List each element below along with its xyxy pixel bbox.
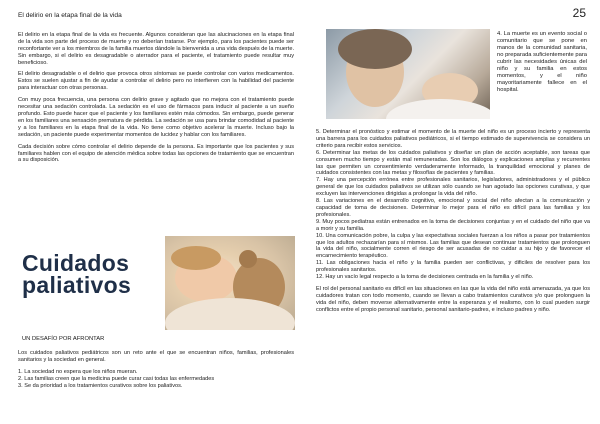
worried-parent-photo [326,29,490,119]
paragraph: Los cuidados paliativos pediátricos son un reto ante el que se encuentran niños, familias, profesionales sanitarios y la sociedad en general. [18,350,294,363]
list-item: 6. Determinar las metas de los cuidados paliativos y diseñar un plan de acción aceptable, son tareas que consumen mucho tiempo y están mal remuneradas. Son los diálogos y explicaciones amplias y recurrentes las que permiten un consentimiento verdaderamente informado, la tranquilidad emocional y planes de cuidados consistentes con las metas y filosofías de pacientes y familias. [316,149,590,177]
list-item: 11. Las obligaciones hacia el niño y la familia pueden ser conflictivas, y dificiles de resolver para los profesionales sanitarios. [316,260,590,274]
teddy-ear-shape [239,250,257,268]
banner-line: paliativos [22,272,132,298]
paragraph: Cada decisión sobre cómo controlar el delirio depende de la persona. Es importante que los pacientes y sus familiares hablen con el equipo de atención médica sobre todas las opciones de tratamiento que se encuentran a su disposición. [18,143,294,164]
list-item: 2. Las familias creen que la medicina puede curar casi todas las enfermedades [18,375,215,382]
hair-shape [171,246,221,270]
page-number: 25 [572,6,586,20]
list-item: 1. La sociedad no espera que los niños mueran. [18,368,138,375]
list-item: 10. Una comunicación pobre, la culpa y las expectativas sociales fuerzan a los niños a pasar por tratamientos que los adultos rechazarían para sí mismos. Las familias que desean continuar tratamientos que prolonguen la vida del niño, socialmente corren el riesgo de ser acusadas de no cuidar a su hijo y de favorecer el encarnecimiento terapéutico. [316,232,590,260]
left-column [18,13,294,169]
list-item: 12. Hay un vacío legal respecto a la toma de decisiones centrada en la familia y el niño. [316,274,534,281]
parent-hair-shape [338,29,412,69]
side-text [497,31,587,99]
list-item: 4. La muerte es un evento social o comunitario que se pone en manos de la comunidad sanitaria, no preparada suficientemente para cubrir las necesidades únicas del niño y su familia en estos momentos, y el niño mayoritariamente fallece en el hospital. [497,31,587,93]
paragraph: Con muy poca frecuencia, una persona con delirio grave y agitado que no mejora con el tratamiento puede necesitar una sedación controlada. La sedación es el uso de fármacos para inducir al paciente a un sueño profundo. Esto puede hacer que el paciente y los familiares estén más cómodos. Sin embargo, puede generar en los familiares una sensación prematura de pérdida. La sedación se usa para brindar comodidad al paciente y a los familiares en la etapa final de la vida. No tiene como objetivo acelerar la muerte. Incluso bajo la sedación, un paciente puede experimentar momentos de lucidez y hablar con los familiares. [18,97,294,138]
pillow-shape [386,99,490,119]
list-item: 3. Se da prioridad a los tratamientos curativos sobre los paliativos. [18,382,183,389]
right-column [316,129,590,319]
cuidados-paliativos-banner [22,252,152,296]
sleeping-child-photo [165,236,295,330]
banner-line: Cuidados [22,250,130,276]
list-item: 5. Determinar el pronóstico y estimar el momento de la muerte del niño es un proceso incierto y representa una barrera para los cuidados paliativos pediátricos, si el tiempo estimado de supervivencia se considera un criterio para recibir estos servicios. [316,129,590,149]
challenge-section [18,350,294,390]
paragraph: El delirio en la etapa final de la vida es frecuente. Algunos consideran que las alucinaciones en la etapa final de la vida son parte del proceso de muerte y no deberían tratarse. Por ejemplo, para los pacientes puede ser reconfortante ver a los miembros de la familia muertos dándole la bienvenida a una vida después de la muerte. Sin embargo, si el delirio es desagradable o aterrador para el paciente, el tratamiento puede resultar muy beneficioso. [18,31,294,66]
list-item: 8. Las variaciones en el desarrollo cognitivo, emocional y social del niño afectan a la comunicación y capacidad de toma de decisiones. Determinar lo mejor para el niño es difícil para las familias y los profesionales. [316,198,590,218]
paragraph: El rol del personal sanitario es difícil en las situaciones en las que la vida del niño está amenazada, ya que los cuidadores tratan con todo momento, cuando se llevan a cabo tratamientos curativos y/o que prolonguen la vida del niño, deben moverse alternativamente entre la esperanza y el realismo, con lo cual pueden surgir conflictos entre el propio personal sanitario, personal sanitario-padres, e incluso padres y niño. [316,285,590,313]
section-heading: UN DESAFÍO POR AFRONTAR [22,336,105,342]
list-item: 9. Muy pocos pediatras están entrenados en la toma de decisiones conjuntas y en el cuidado del niño que va a morir y su familia. [316,218,590,232]
list-item: 7. Hay una percepción errónea entre profesionales sanitarios, legisladores, administradores y el público general de que los cuidados paliativos se utilizan sólo cuando se han agotado las opciones curativas, y que excluyen las intervenciones dirigidas a prolongar la vida del niño. [316,177,590,198]
paragraph: El delirio desagradable o el delirio que provoca otros síntomas se puede controlar con varios medicamentos. Estos se suelen ajustar a fin de ayudar a controlar el delirio pero no interfieren con la habilidad del paciente para interactuar con otras personas. [18,71,294,92]
section-title: El delirio en la etapa final de la vida [18,12,122,19]
